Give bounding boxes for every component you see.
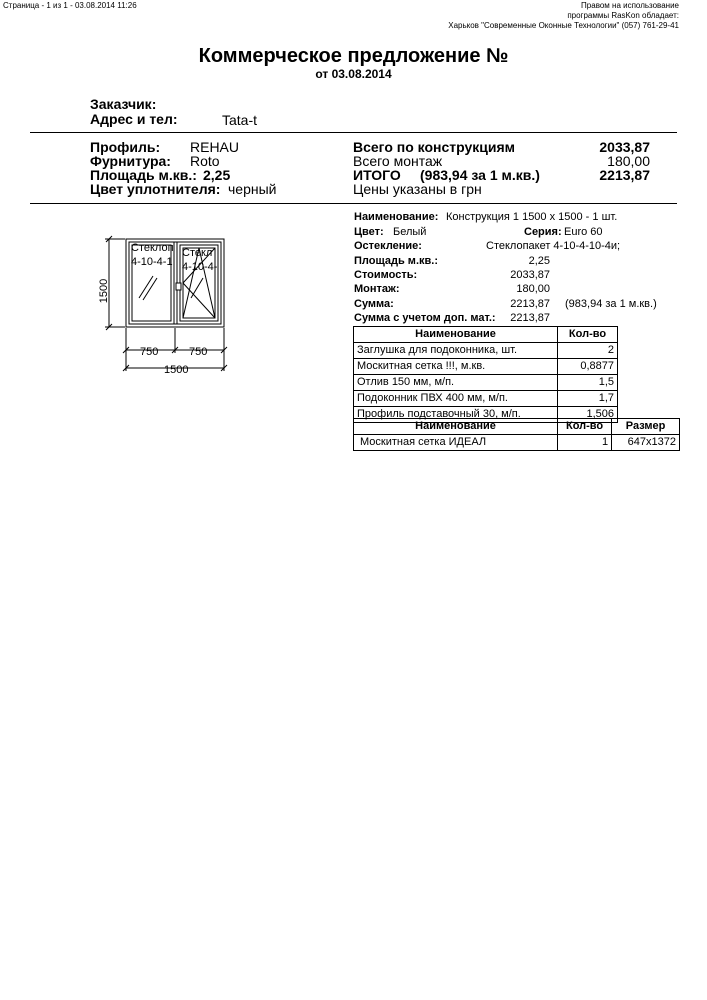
construction-area-value: 2,25 xyxy=(528,255,550,267)
table-row xyxy=(354,435,680,451)
profile-value: REHAU xyxy=(190,139,240,155)
construction-name-value: Конструкция 1 1500 х 1500 - 1 шт. xyxy=(446,211,618,223)
address-label: Адрес и тел: xyxy=(90,111,178,127)
table-row xyxy=(354,359,618,375)
pane-right-label-2: 4-10-4- xyxy=(182,261,218,273)
sum-extra-label: Сумма с учетом доп. мат.: xyxy=(354,312,496,324)
install-value: 180,00 xyxy=(516,283,550,295)
cell-qty: 1,7 xyxy=(558,391,618,407)
materials-table xyxy=(353,326,618,423)
column-header-name: Наименование xyxy=(354,419,558,435)
hardware-label: Фурнитура: xyxy=(90,153,171,169)
table-row xyxy=(354,343,618,359)
table-header-row xyxy=(354,419,680,435)
extras-table xyxy=(353,418,680,451)
currency-note: Цены указаны в грн xyxy=(353,181,482,197)
series-label: Серия: xyxy=(524,226,562,238)
divider-top xyxy=(30,132,677,133)
cell-name: Отлив 150 мм, м/п. xyxy=(354,375,558,391)
total-install-label: Всего монтаж xyxy=(353,153,443,169)
cell-name: Москитная сетка !!!, м.кв. xyxy=(354,359,558,375)
install-label: Монтаж: xyxy=(354,283,400,295)
cost-label: Стоимость: xyxy=(354,269,418,281)
series-value: Euro 60 xyxy=(564,226,603,238)
column-header-name: Наименование xyxy=(354,327,558,343)
column-header-qty: Кол-во xyxy=(558,419,612,435)
color-value: Белый xyxy=(393,226,427,238)
glazing-label: Остекление: xyxy=(354,240,422,252)
pane-left-label-2: 4-10-4-1 xyxy=(131,256,173,268)
table-row xyxy=(354,375,618,391)
page-info: Страница - 1 из 1 - 03.08.2014 11:26 xyxy=(3,1,137,10)
width-total-dimension: 1500 xyxy=(164,364,189,376)
sum-label: Сумма: xyxy=(354,298,394,310)
company-line: Харьков "Современные Оконные Технологии" (057) 761-29-41 xyxy=(448,21,679,30)
table-row xyxy=(354,391,618,407)
rights-line-1: Правом на использование xyxy=(581,1,679,10)
cell-name: Профиль подставочный 30, м/п. xyxy=(354,407,558,423)
column-header-size: Размер xyxy=(612,419,680,435)
page-subtitle: от 03.08.2014 xyxy=(315,67,392,81)
grand-total-label: ИТОГО xyxy=(353,167,401,183)
area-value: 2,25 xyxy=(203,167,231,183)
sum-per-m2: (983,94 за 1 м.кв.) xyxy=(565,298,657,310)
cell-qty: 0,8877 xyxy=(558,359,618,375)
width-right-dimension: 750 xyxy=(189,346,208,358)
total-constructions-label: Всего по конструкциям xyxy=(353,139,516,155)
cell-qty: 1 xyxy=(558,435,612,451)
sum-value: 2213,87 xyxy=(510,298,550,310)
cell-qty: 1,506 xyxy=(558,407,618,423)
glazing-value: Стеклопакет 4-10-4-10-4и; xyxy=(486,240,621,252)
page-title: Коммерческое предложение № xyxy=(198,45,509,67)
cell-qty: 1,5 xyxy=(558,375,618,391)
divider-middle xyxy=(30,203,677,204)
cell-name: Подоконник ПВХ 400 мм, м/п. xyxy=(354,391,558,407)
profile-label: Профиль: xyxy=(90,139,161,155)
cell-size: 647x1372 xyxy=(612,435,680,451)
height-dimension: 1500 xyxy=(98,278,111,304)
color-label: Цвет: xyxy=(354,226,384,238)
table-header-row xyxy=(354,327,618,343)
area-label: Площадь м.кв.: xyxy=(90,167,197,183)
seal-value: черный xyxy=(228,181,277,197)
pane-right-label-1: Стекл xyxy=(182,247,213,259)
pane-left-label-1: Стеклоп xyxy=(131,242,174,254)
column-header-qty: Кол-во xyxy=(558,327,618,343)
construction-area-label: Площадь м.кв.: xyxy=(354,255,438,267)
customer-label: Заказчик: xyxy=(90,96,157,112)
construction-name-label: Наименование: xyxy=(354,211,439,223)
cell-name: Заглушка для подоконника, шт. xyxy=(354,343,558,359)
total-constructions-value: 2033,87 xyxy=(599,139,650,155)
cell-qty: 2 xyxy=(558,343,618,359)
grand-total-per-m2: (983,94 за 1 м.кв.) xyxy=(420,167,540,183)
address-value: Tata-t xyxy=(222,112,258,128)
sum-extra-value: 2213,87 xyxy=(510,312,550,324)
total-install-value: 180,00 xyxy=(607,153,650,169)
hardware-value: Roto xyxy=(190,153,220,169)
grand-total-value: 2213,87 xyxy=(599,167,650,183)
width-left-dimension: 750 xyxy=(140,346,159,358)
seal-label: Цвет уплотнителя: xyxy=(90,181,221,197)
rights-line-2: программы RasKon обладает: xyxy=(567,11,679,20)
cost-value: 2033,87 xyxy=(510,269,550,281)
cell-name: Москитная сетка ИДЕАЛ xyxy=(354,435,558,451)
